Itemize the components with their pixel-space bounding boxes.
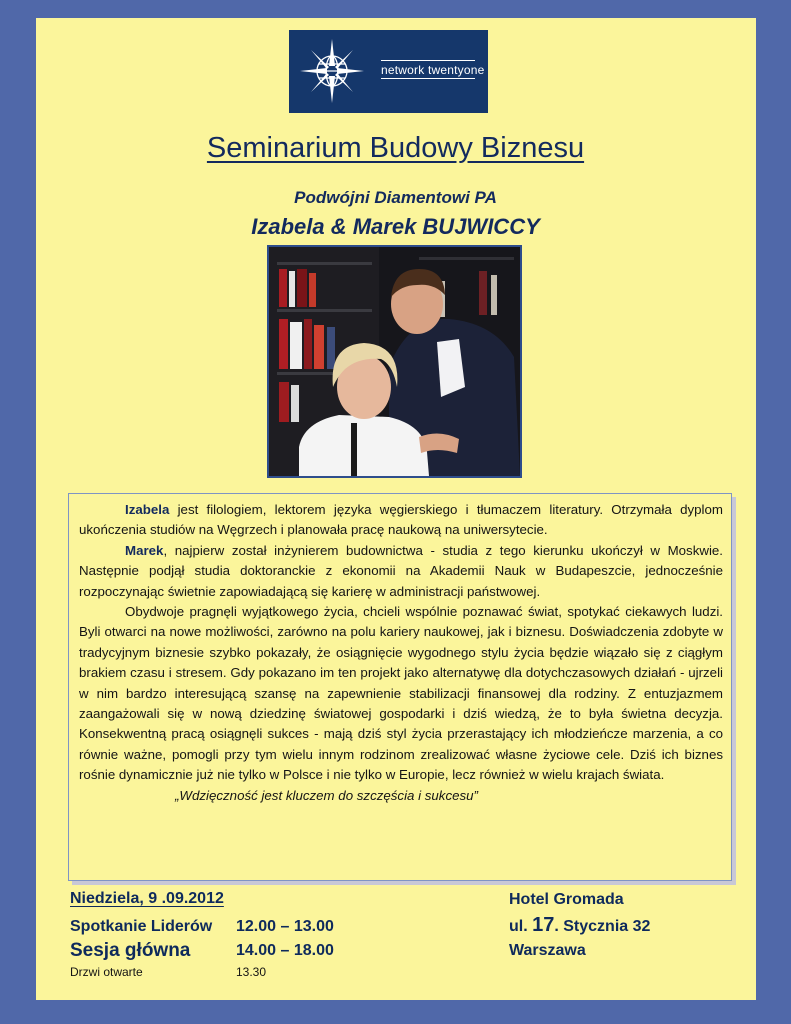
- page-title: Seminarium Budowy Biznesu: [206, 132, 585, 164]
- leaders-meeting-time: 12.00 – 13.00: [236, 918, 334, 935]
- logo-rule-top: [381, 60, 475, 61]
- main-session-time: 14.00 – 18.00: [236, 942, 334, 959]
- bio-text: [79, 500, 723, 806]
- bio-box: [68, 493, 732, 881]
- speaker-rank: Podwójni Diamentowi PA: [294, 188, 497, 207]
- bio-paragraph-together: Obydwoje pragnęli wyjątkowego życia, chcieli wspólnie poznawać świat, spotykać ciekawych ludzi. Byli otwarci na nowe możliwości, zarówno na polu kariery naukowej, jak i biznesu. Doświadczenia zdobyte w tradycyjnym biznesie szybko pokazały, że osiągnięcie wygodnego stylu życia będzie wiązało się z ciągłym brakiem czasu i stresem. Gdy pokazano im ten projekt jako alternatywę dla dotychczasowych działań - ujrzeli w nim bardzo interesującą szansę na zapewnienie stabilizacji finansowej dla rodziny. Z entuzjazmem zaangażowali się w nową dziedzinę światowej gospodarki i dziś wiedzą, że to była świetna decyzja. Konsekwentną pracą osiągnęli sukces - mają dziś styl życia przerastający ich młodzieńcze marzenia, a co równie ważne, pomogli przy tym wielu innym rodzinom zrealizować własne życiowe cele. Dziś ich biznes rośnie dynamicznie już nie tylko w Polsce i nie tylko w Europie, lecz również w wielu krajach świata.: [79, 604, 723, 783]
- main-session-label: Sesja główna: [70, 940, 191, 961]
- venue-city: Warszawa: [509, 942, 586, 959]
- bio-paragraph-marek: [79, 541, 723, 602]
- speakers-photo: [267, 245, 522, 478]
- bio-name-marek: Marek: [125, 542, 164, 558]
- logo-text: network twentyone: [381, 63, 485, 77]
- bio-text-izabela: jest filologiem, lektorem języka węgierskiego i tłumaczem literatury. Otrzymała dyplom ukończenia studiów na Węgrzech i planowała pracę naukową na uniwersytecie.: [79, 502, 723, 538]
- bio-text-marek: , najpierw został inżynierem budownictwa - studia z tego kierunku ukończył w Moskwie. Następnie podjął studia doktoranckie z ekonomii na Akademii Nauk w Budapeszcie, jednocześnie rozpoczynając świetnie zapowiadającą się karierę w administracji państwowej.: [79, 542, 723, 599]
- doors-open-time: 13.30: [236, 965, 267, 979]
- venue-street-number: 17: [532, 914, 555, 936]
- bio-name-izabela: Izabela: [125, 502, 170, 517]
- venue-hotel: Hotel Gromada: [509, 891, 624, 908]
- bio-paragraph-izabela: [79, 500, 723, 541]
- compass-globe-icon: [299, 38, 365, 104]
- leaders-meeting-label: Spotkanie Liderów: [70, 918, 213, 935]
- logo: [289, 30, 488, 113]
- venue-street-rest: . Stycznia 32: [554, 918, 651, 935]
- venue-street-prefix: ul.: [509, 918, 533, 935]
- doors-open-label: Drzwi otwarte: [70, 965, 143, 979]
- event-date: Niedziela, 9 .09.2012: [70, 890, 224, 907]
- speaker-names: Izabela & Marek BUJWICCY: [251, 214, 540, 239]
- venue-street: [509, 914, 650, 937]
- speakers-photo-art: [269, 247, 520, 476]
- logo-rule-bottom: [381, 78, 475, 79]
- bio-quote: „Wdzięczność jest kluczem do szczęścia i sukcesu”: [175, 787, 478, 803]
